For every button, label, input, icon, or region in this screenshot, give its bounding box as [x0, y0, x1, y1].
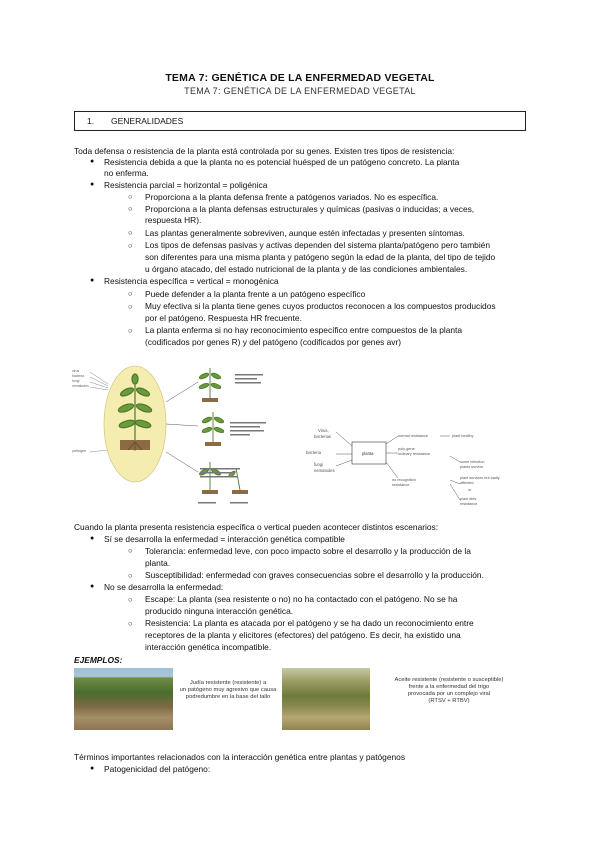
svg-text:virus: virus [72, 369, 80, 373]
svg-text:or: or [468, 488, 472, 492]
svg-text:bacteria: bacteria [306, 450, 321, 455]
example-caption-2-line3: provocada por un complejo viral [407, 691, 491, 697]
svg-text:ordinary resistance: ordinary resistance [398, 452, 431, 456]
examples-label: EJEMPLOS: [74, 655, 123, 665]
svg-text:nematodes: nematodes [314, 468, 335, 473]
circle-bullet-icon: ○ [128, 302, 133, 311]
circle-bullet-icon: ○ [128, 204, 133, 213]
example-caption-2-line1: Aceite resistente (resistente o susceptible) [394, 677, 504, 683]
resistance-1-line2: no enferma. [104, 168, 149, 178]
bullet-icon: ● [90, 583, 95, 590]
specific-item-1: Puede defender a la planta frente a un patógeno específico [145, 289, 366, 299]
intro-paragraph: Toda defensa o resistencia de la planta está controlada por su genes. Existen tres tipos de resistencia: [74, 146, 455, 156]
circle-bullet-icon: ○ [128, 595, 133, 604]
bullet-icon: ● [90, 765, 95, 772]
scenario-2-item-1-line2: producido ninguna interacción genética. [145, 606, 294, 616]
svg-text:Virus,: Virus, [318, 428, 329, 433]
scenario-2-item-2-line2: receptores de la planta y elicitores (efectores) del patógeno. Es decir, ha existido una [145, 630, 461, 640]
resistance-1-line1: Resistencia debida a que la planta no es potencial huésped de un patógeno concreto. La planta [104, 157, 460, 167]
specific-item-2-line1: Muy efectiva si la planta tiene genes cuyos productos reconocen a los compuestos producidos [145, 301, 496, 311]
svg-text:plant healthy: plant healthy [452, 434, 474, 438]
svg-text:bacteria: bacteria [72, 374, 85, 378]
bullet-icon: ● [90, 535, 95, 542]
terms-intro: Términos importantes relacionados con la interacción genética entre plantas y patógenos [74, 752, 406, 762]
example-caption-1 [178, 680, 278, 701]
section-heading-box [74, 111, 526, 131]
example-caption-2-line4: (RTSV + RTBV) [428, 698, 470, 704]
partial-item-2-line2: respuesta HR). [145, 215, 202, 225]
resistance-2-title: Resistencia parcial = horizontal = poligénica [104, 180, 268, 190]
circle-bullet-icon: ○ [128, 192, 133, 201]
partial-item-4-line2: son diferentes para una misma planta y patógeno según la edad de la planta, del tipo de tejido [145, 252, 496, 262]
svg-text:fungi: fungi [72, 379, 80, 383]
svg-text:plants survive: plants survive [460, 465, 484, 469]
svg-text:some infection: some infection [460, 460, 485, 464]
page-title: TEMA 7: GENÉTICA DE LA ENFERMEDAD VEGETAL [165, 72, 435, 84]
partial-item-2-line1: Proporciona a la planta defensas estructurales y químicas (pasivas o inducidas; a veces, [145, 204, 475, 214]
rice-field-photo [282, 668, 370, 730]
scenario-2-item-2-line1: Resistencia: La planta es atacada por el patógeno y se ha dado un reconocimiento entre [145, 618, 474, 628]
bean-field-photo [74, 668, 173, 730]
bullet-icon: ● [90, 277, 95, 284]
scenario-1-title: Sí se desarrolla la enfermedad = interacción genética compatible [104, 534, 345, 544]
svg-text:bacterias: bacterias [314, 434, 331, 439]
svg-text:fungi: fungi [314, 462, 324, 467]
circle-bullet-icon: ○ [128, 241, 133, 250]
svg-text:normal resistance: normal resistance [398, 434, 428, 438]
specific-item-2-line2: por el patógeno. Respuesta HR frecuente. [145, 313, 302, 323]
scenario-2-item-2-line3: interacción genética incompatible. [145, 642, 272, 652]
bullet-icon: ● [90, 158, 95, 165]
circle-bullet-icon: ○ [128, 326, 133, 335]
svg-text:plant dies: plant dies [460, 497, 477, 501]
example-caption-1-line1: Judía resistente (resistente) a [189, 680, 267, 686]
svg-text:resistance: resistance [460, 502, 478, 506]
section-title: GENERALIDADES [111, 116, 184, 126]
svg-text:nematodes: nematodes [72, 384, 89, 388]
partial-item-1: Proporciona a la planta defensa frente a patógenos variados. No es específica. [145, 192, 439, 202]
scenario-1-item-1-line2: planta. [145, 558, 171, 568]
svg-text:resistance: resistance [392, 483, 410, 487]
scenario-2-title: No se desarrolla la enfermedad: [104, 582, 224, 592]
bullet-icon: ● [90, 181, 95, 188]
scenario-1-item-1-line1: Tolerancia: enfermedad leve, con poco impacto sobre el desarrollo y la producción de la [145, 546, 471, 556]
scenarios-intro: Cuando la planta presenta resistencia específica o vertical pueden acontecer distintos escenarios: [74, 522, 439, 532]
partial-item-4-line1: Los tipos de defensas pasivas y activas dependen del sistema planta/patógeno pero también [145, 240, 490, 250]
page-subtitle: TEMA 7: GENÉTICA DE LA ENFERMEDAD VEGETAL [184, 86, 416, 96]
svg-text:plant survives but badly: plant survives but badly [460, 476, 500, 480]
svg-text:no recognition: no recognition [392, 478, 416, 482]
term-pathogenicity: Patogenicidad del patógeno: [104, 764, 211, 774]
section-number: 1. [87, 116, 95, 126]
example-caption-1-line3: podredumbre en la base del tallo [185, 694, 271, 700]
circle-bullet-icon: ○ [128, 546, 133, 555]
example-caption-2 [372, 677, 526, 705]
svg-text:poly-gene: poly-gene [398, 447, 415, 451]
circle-bullet-icon: ○ [128, 289, 133, 298]
circle-bullet-icon: ○ [128, 571, 133, 580]
svg-text:affected: affected [460, 481, 474, 485]
interaction-flow-diagram [300, 420, 526, 512]
example-caption-2-line2: frente a la enfermedad del trigo [408, 684, 490, 690]
specific-item-3-line1: La planta enferma si no hay reconocimiento específico entre compuestos de la planta [145, 325, 463, 335]
plant-resistance-figure [70, 362, 300, 514]
svg-text:pathogen: pathogen [72, 449, 87, 453]
partial-item-3: Las plantas generalmente sobreviven, aunque estén infectadas y presenten síntomas. [145, 228, 465, 238]
scenario-1-item-2: Susceptibilidad: enfermedad con graves consecuencias sobre el desarrollo y la producción. [145, 570, 484, 580]
specific-item-3-line2: (codificados por genes R) y del patógeno (codificados por genes avr) [145, 337, 402, 347]
resistance-3-title: Resistencia específica = vertical = monogénica [104, 276, 279, 286]
circle-bullet-icon: ○ [128, 619, 133, 628]
partial-item-4-line3: u órgano atacado, del estado nutricional de la planta y de las condiciones ambientales. [145, 264, 468, 274]
circle-bullet-icon: ○ [128, 228, 133, 237]
scenario-2-item-1-line1: Escape: La planta (sea resistente o no) no ha contactado con el patógeno. No se ha [145, 594, 458, 604]
svg-text:planta: planta [362, 451, 374, 456]
example-caption-1-line2: un patógeno muy agresivo que causa [179, 687, 277, 693]
